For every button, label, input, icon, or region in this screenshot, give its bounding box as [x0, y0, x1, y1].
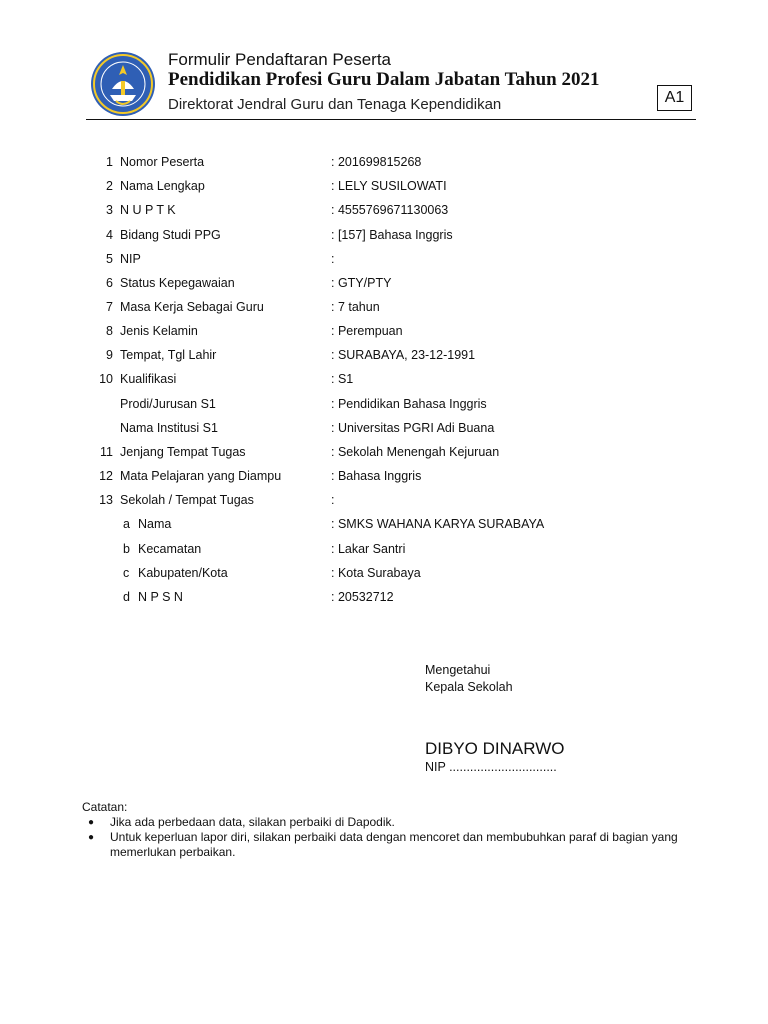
- note-text: Jika ada perbedaan data, silakan perbaiki di Dapodik.: [110, 815, 395, 829]
- field-row: [0, 345, 768, 365]
- sub-item-letter: d: [123, 590, 130, 604]
- field-value: : Pendidikan Bahasa Inggris: [331, 397, 487, 411]
- field-row: [0, 297, 768, 317]
- field-label: Tempat, Tgl Lahir: [120, 348, 217, 362]
- field-number: 10: [99, 372, 113, 386]
- field-row: [0, 394, 768, 414]
- field-label: Mata Pelajaran yang Diampu: [120, 469, 282, 483]
- field-number: 7: [106, 300, 113, 314]
- principal-nip: NIP ...............................: [425, 760, 557, 774]
- list-item: [82, 830, 702, 860]
- sub-item-value: : 20532712: [331, 590, 394, 604]
- notes-list: [82, 815, 702, 860]
- school-field-row: [0, 539, 768, 559]
- sub-item-label: Kecamatan: [138, 542, 202, 556]
- field-label: N U P T K: [120, 203, 176, 217]
- sub-item-letter: c: [123, 566, 130, 580]
- bullet-icon: ●: [88, 832, 95, 843]
- sub-item-letter: a: [123, 517, 130, 531]
- directorate-subtitle: Direktorat Jendral Guru dan Tenaga Kependidikan: [168, 96, 502, 113]
- sub-item-value: : SMKS WAHANA KARYA SURABAYA: [331, 517, 545, 531]
- field-number: 5: [106, 252, 113, 266]
- field-label: Jenjang Tempat Tugas: [120, 445, 246, 459]
- school-field-row: [0, 563, 768, 583]
- field-row: [0, 418, 768, 438]
- field-label: Status Kepegawaian: [120, 276, 235, 290]
- field-label: NIP: [120, 252, 141, 266]
- field-label: Nama Lengkap: [120, 179, 205, 193]
- field-number: 6: [106, 276, 113, 290]
- field-number: 1: [106, 155, 113, 169]
- field-number: 4: [106, 228, 113, 242]
- field-number: 3: [106, 203, 113, 217]
- tut-wuri-handayani-logo-icon: [90, 51, 156, 117]
- field-value: : 201699815268: [331, 155, 422, 169]
- signature-role: Kepala Sekolah: [425, 680, 513, 694]
- field-label: Nomor Peserta: [120, 155, 205, 169]
- field-row: [0, 273, 768, 293]
- header-divider: [86, 119, 696, 120]
- note-text: Untuk keperluan lapor diri, silakan perbaiki data dengan mencoret dan membubuhkan paraf di bagian yang memerlukan perbaikan.: [110, 830, 678, 859]
- field-value: : Universitas PGRI Adi Buana: [331, 421, 495, 435]
- sub-item-value: : Kota Surabaya: [331, 566, 421, 580]
- program-title: Pendidikan Profesi Guru Dalam Jabatan Tahun 2021: [168, 69, 600, 90]
- field-number: 9: [106, 348, 113, 362]
- field-row: [0, 200, 768, 220]
- field-value: : Perempuan: [331, 324, 403, 338]
- field-label: Prodi/Jurusan S1: [120, 397, 216, 411]
- form-code-badge: A1: [657, 85, 692, 111]
- field-value: : SURABAYA, 23-12-1991: [331, 348, 476, 362]
- signature-acknowledge: Mengetahui: [425, 663, 491, 677]
- field-label: Nama Institusi S1: [120, 421, 218, 435]
- field-row: [0, 225, 768, 245]
- sub-item-label: Nama: [138, 517, 172, 531]
- field-row: [0, 249, 768, 269]
- field-number: 13: [99, 493, 113, 507]
- notes-section: [82, 800, 702, 860]
- field-value: : S1: [331, 372, 354, 386]
- field-value: : Sekolah Menengah Kejuruan: [331, 445, 500, 459]
- form-title: Formulir Pendaftaran Peserta: [168, 50, 391, 69]
- field-number: 11: [100, 445, 113, 459]
- field-label: Sekolah / Tempat Tugas: [120, 493, 254, 507]
- field-row: [0, 321, 768, 341]
- field-label: Bidang Studi PPG: [120, 228, 221, 242]
- field-value: : 4555769671130063: [331, 203, 449, 217]
- field-value: : LELY SUSILOWATI: [331, 179, 447, 193]
- field-row: [0, 152, 768, 172]
- field-number: 12: [99, 469, 113, 483]
- school-field-row: [0, 514, 768, 534]
- field-row: [0, 176, 768, 196]
- notes-title: Catatan:: [82, 800, 128, 814]
- principal-name: DIBYO DINARWO: [425, 739, 565, 758]
- field-label: Kualifikasi: [120, 372, 177, 386]
- sub-item-letter: b: [123, 542, 130, 556]
- field-row: [0, 490, 768, 510]
- list-item: [82, 815, 702, 830]
- field-row: [0, 466, 768, 486]
- field-label: Masa Kerja Sebagai Guru: [120, 300, 264, 314]
- field-row: [0, 442, 768, 462]
- sub-item-label: N P S N: [138, 590, 183, 604]
- field-row: [0, 369, 768, 389]
- field-value: :: [331, 252, 335, 266]
- field-value: : [157] Bahasa Inggris: [331, 228, 453, 242]
- field-value: : GTY/PTY: [331, 276, 392, 290]
- sub-item-label: Kabupaten/Kota: [138, 566, 228, 580]
- sub-item-value: : Lakar Santri: [331, 542, 406, 556]
- field-number: 2: [106, 179, 113, 193]
- school-field-row: [0, 587, 768, 607]
- field-value: :: [331, 493, 335, 507]
- field-value: : 7 tahun: [331, 300, 380, 314]
- bullet-icon: ●: [88, 817, 95, 828]
- field-label: Jenis Kelamin: [120, 324, 198, 338]
- field-number: 8: [106, 324, 113, 338]
- field-value: : Bahasa Inggris: [331, 469, 422, 483]
